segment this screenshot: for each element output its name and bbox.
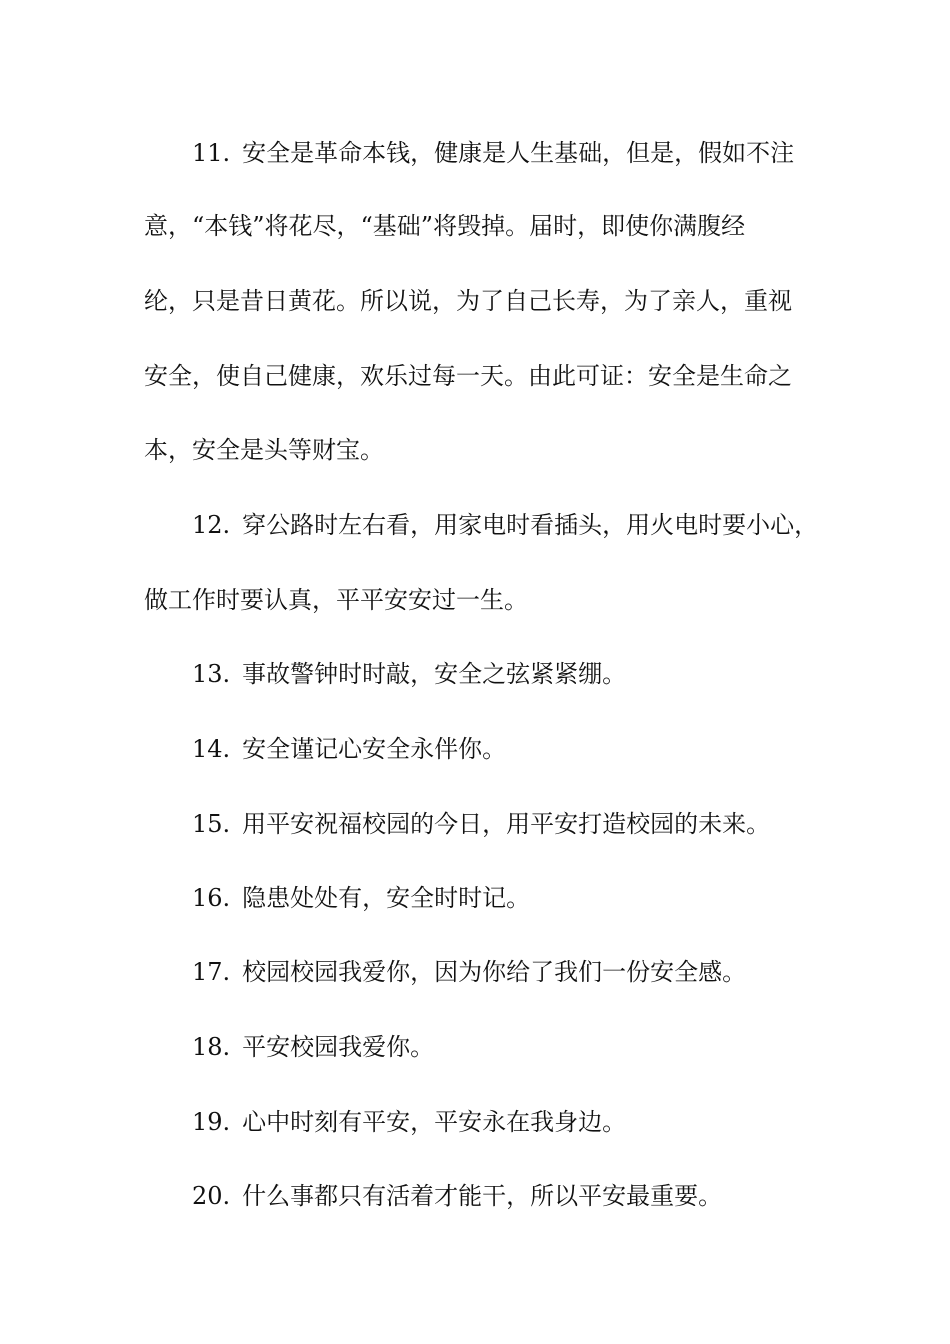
- item-20: [192, 1176, 722, 1216]
- item-11-line-5: 本，安全是头等财宝。: [144, 436, 384, 464]
- item-12-line-2: 做工作时要认真，平平安安过一生。: [144, 586, 528, 614]
- item-number: 14.: [192, 735, 231, 763]
- item-15: [192, 804, 770, 844]
- item-text: 用平安祝福校园的今日，用平安打造校园的未来。: [242, 810, 771, 838]
- item-11-line-1: [192, 133, 794, 173]
- item-number: 16.: [192, 884, 231, 912]
- item-16: [192, 878, 530, 918]
- item-text: 隐患处处有，安全时时记。: [242, 884, 531, 912]
- item-number: 13.: [192, 660, 231, 688]
- item-18: [192, 1027, 434, 1067]
- item-text: 平安校园我爱你。: [242, 1033, 435, 1061]
- item-text: 什么事都只有活着才能干，所以平安最重要。: [242, 1182, 723, 1210]
- item-number: 18.: [192, 1033, 231, 1061]
- item-number: 19.: [192, 1108, 231, 1136]
- item-19: [192, 1102, 626, 1142]
- item-14: [192, 729, 506, 769]
- item-11-line-2: 意，“本钱”将花尽，“基础”将毁掉。届时，即使你满腹经: [144, 212, 746, 240]
- item-text: 穿公路时左右看，用家电时看插头，用火电时要小心，: [242, 511, 819, 539]
- item-number: 12.: [192, 511, 231, 539]
- item-17: [192, 952, 746, 992]
- item-text: 事故警钟时时敲，安全之弦紧紧绷。: [242, 660, 627, 688]
- item-12-line-1: [192, 505, 818, 545]
- item-13: [192, 654, 626, 694]
- item-text: 安全谨记心安全永伴你。: [242, 735, 507, 763]
- item-number: 15.: [192, 810, 231, 838]
- item-text: 安全是革命本钱，健康是人生基础，但是，假如不注: [242, 139, 795, 167]
- item-number: 17.: [192, 958, 231, 986]
- item-text: 校园校园我爱你，因为你给了我们一份安全感。: [242, 958, 747, 986]
- item-number: 11.: [192, 139, 231, 167]
- item-number: 20.: [192, 1182, 231, 1210]
- item-text: 心中时刻有平安，平安永在我身边。: [242, 1108, 627, 1136]
- item-11-line-3: 纶，只是昔日黄花。所以说，为了自己长寿，为了亲人，重视: [144, 287, 792, 315]
- item-11-line-4: 安全，使自己健康，欢乐过每一天。由此可证：安全是生命之: [144, 362, 792, 390]
